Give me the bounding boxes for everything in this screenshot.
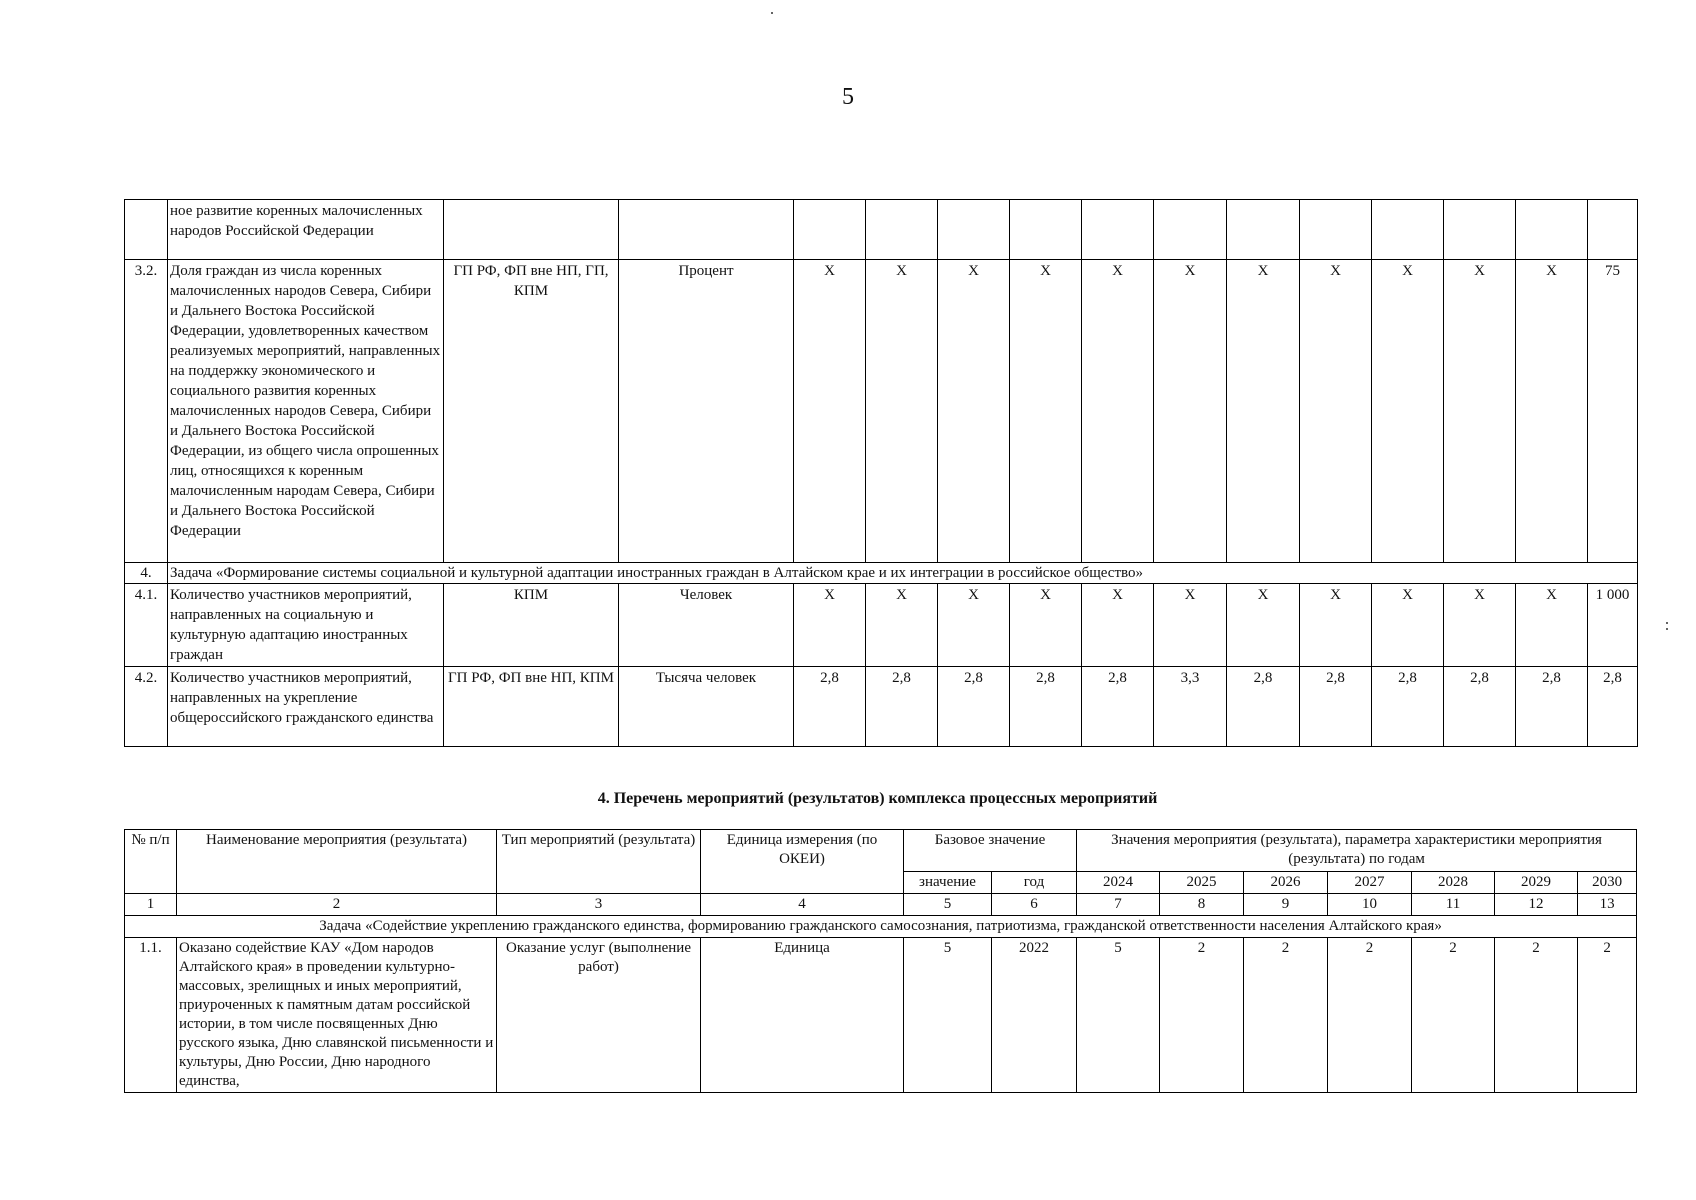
indicator-name-continuation: ное развитие коренных малочисленных народов Российской Федерации bbox=[168, 200, 444, 260]
header-year: 2029 bbox=[1495, 872, 1578, 894]
scan-speck bbox=[1666, 628, 1668, 630]
column-number: 1 bbox=[125, 894, 177, 916]
column-number: 11 bbox=[1412, 894, 1495, 916]
header-base: Базовое значение bbox=[904, 830, 1077, 872]
indicator-value: 75 bbox=[1588, 260, 1638, 563]
indicator-value: X bbox=[1516, 584, 1588, 667]
task-row bbox=[125, 563, 1638, 584]
indicator-value: X bbox=[1154, 584, 1227, 667]
indicator-source: КПМ bbox=[444, 584, 619, 667]
table-row bbox=[125, 584, 1638, 667]
column-number: 5 bbox=[904, 894, 992, 916]
base-year: 2022 bbox=[992, 938, 1077, 1093]
header-number: № п/п bbox=[125, 830, 177, 894]
header-name: Наименование мероприятия (результата) bbox=[177, 830, 497, 894]
column-number: 2 bbox=[177, 894, 497, 916]
table-row bbox=[125, 200, 1638, 260]
year-value: 2 bbox=[1328, 938, 1412, 1093]
indicator-value: X bbox=[1372, 260, 1444, 563]
measure-name: Оказано содействие КАУ «Дом народов Алтайского края» в проведении культурно-массовых, зрелищных и иных мероприятий, приуроченных к памятным датам российской истории, в том числе посвященных Дню русского языка, Дню славянской письменности и культуры, Дню России, Дню народного единства, bbox=[177, 938, 497, 1093]
indicator-value: X bbox=[1444, 260, 1516, 563]
task-title: Задача «Содействие укреплению гражданского единства, формированию гражданского самосознания, патриотизма, гражданской ответственности населения Алтайского края» bbox=[125, 916, 1637, 938]
indicator-value: X bbox=[1444, 584, 1516, 667]
row-number: 4.1. bbox=[125, 584, 168, 667]
table-row bbox=[125, 667, 1638, 747]
indicator-name: Количество участников мероприятий, направленных на укрепление общероссийского гражданского единства bbox=[168, 667, 444, 747]
row-number: 3.2. bbox=[125, 260, 168, 563]
header-year: 2024 bbox=[1077, 872, 1160, 894]
indicator-name: Количество участников мероприятий, направленных на социальную и культурную адаптацию иностранных граждан bbox=[168, 584, 444, 667]
indicator-value: 3,3 bbox=[1154, 667, 1227, 747]
task-title: Задача «Формирование системы социальной и культурной адаптации иностранных граждан в Алтайском крае и их интеграции в российское общество» bbox=[168, 563, 1638, 584]
column-number: 12 bbox=[1495, 894, 1578, 916]
base-value: 5 bbox=[904, 938, 992, 1093]
scan-speck bbox=[771, 12, 773, 14]
header-base-year: год bbox=[992, 872, 1077, 894]
indicator-value: X bbox=[1372, 584, 1444, 667]
column-number: 4 bbox=[701, 894, 904, 916]
header-values-group: Значения мероприятия (результата), параметра характеристики мероприятия (результата) по годам bbox=[1077, 830, 1637, 872]
indicator-value: 2,8 bbox=[1300, 667, 1372, 747]
indicator-value: X bbox=[866, 584, 938, 667]
indicator-value: 2,8 bbox=[866, 667, 938, 747]
row-number: 1.1. bbox=[125, 938, 177, 1093]
column-number: 9 bbox=[1244, 894, 1328, 916]
indicator-value: 2,8 bbox=[1372, 667, 1444, 747]
indicator-name: Доля граждан из числа коренных малочисленных народов Севера, Сибири и Дальнего Востока Российской Федерации, удовлетворенных качеством реализуемых мероприятий, направленных на поддержку экономического и социального развития коренных малочисленных народов Севера, Сибири и Дальнего Востока Российской Федерации, из общего числа опрошенных лиц, относящихся к коренным малочисленным народам Севера, Сибири и Дальнего Востока Российской Федерации bbox=[168, 260, 444, 563]
indicator-value: 2,8 bbox=[1444, 667, 1516, 747]
indicator-value: X bbox=[1010, 584, 1082, 667]
indicator-value: 2,8 bbox=[1588, 667, 1638, 747]
measure-unit: Единица bbox=[701, 938, 904, 1093]
column-number: 3 bbox=[497, 894, 701, 916]
table-row bbox=[125, 938, 1637, 1093]
indicator-value: X bbox=[794, 584, 866, 667]
indicator-value: 2,8 bbox=[1227, 667, 1300, 747]
indicator-value: X bbox=[1227, 584, 1300, 667]
indicator-value: X bbox=[938, 260, 1010, 563]
indicator-value: X bbox=[1082, 584, 1154, 667]
indicator-value: X bbox=[1300, 260, 1372, 563]
indicator-value: 2,8 bbox=[1010, 667, 1082, 747]
column-number: 7 bbox=[1077, 894, 1160, 916]
indicator-value: X bbox=[1227, 260, 1300, 563]
header-year: 2025 bbox=[1160, 872, 1244, 894]
indicator-source: ГП РФ, ФП вне НП, КПМ bbox=[444, 667, 619, 747]
header-year: 2027 bbox=[1328, 872, 1412, 894]
header-year: 2030 bbox=[1578, 872, 1637, 894]
indicator-value: 2,8 bbox=[1516, 667, 1588, 747]
indicator-value: X bbox=[938, 584, 1010, 667]
year-value: 2 bbox=[1412, 938, 1495, 1093]
header-year: 2028 bbox=[1412, 872, 1495, 894]
indicator-value: X bbox=[794, 260, 866, 563]
header-row bbox=[125, 830, 1637, 872]
indicator-unit: Тысяча человек bbox=[619, 667, 794, 747]
year-value: 2 bbox=[1578, 938, 1637, 1093]
year-value: 2 bbox=[1160, 938, 1244, 1093]
column-number: 10 bbox=[1328, 894, 1412, 916]
task-row bbox=[125, 916, 1637, 938]
year-value: 2 bbox=[1244, 938, 1328, 1093]
column-number: 13 bbox=[1578, 894, 1637, 916]
indicator-value: 1 000 bbox=[1588, 584, 1638, 667]
table-row bbox=[125, 260, 1638, 563]
year-value: 2 bbox=[1495, 938, 1578, 1093]
header-base-value: значение bbox=[904, 872, 992, 894]
year-value: 5 bbox=[1077, 938, 1160, 1093]
column-number: 8 bbox=[1160, 894, 1244, 916]
indicator-value: X bbox=[1154, 260, 1227, 563]
indicator-value: X bbox=[1516, 260, 1588, 563]
indicators-table bbox=[124, 199, 1638, 747]
scan-speck bbox=[1666, 622, 1668, 624]
header-type: Тип мероприятий (результата) bbox=[497, 830, 701, 894]
section-title: 4. Перечень мероприятий (результатов) комплекса процессных мероприятий bbox=[597, 790, 1158, 807]
header-unit: Единица измерения (по ОКЕИ) bbox=[701, 830, 904, 894]
indicator-value: 2,8 bbox=[794, 667, 866, 747]
indicator-value: X bbox=[866, 260, 938, 563]
measures-table bbox=[124, 829, 1637, 1093]
indicator-value: 2,8 bbox=[938, 667, 1010, 747]
header-year: 2026 bbox=[1244, 872, 1328, 894]
indicator-value: 2,8 bbox=[1082, 667, 1154, 747]
page-number: 5 bbox=[842, 84, 854, 110]
indicator-value: X bbox=[1300, 584, 1372, 667]
indicator-source: ГП РФ, ФП вне НП, ГП, КПМ bbox=[444, 260, 619, 563]
indicator-unit: Процент bbox=[619, 260, 794, 563]
row-number: 4.2. bbox=[125, 667, 168, 747]
column-number: 6 bbox=[992, 894, 1077, 916]
indicator-value: X bbox=[1082, 260, 1154, 563]
measure-type: Оказание услуг (выполнение работ) bbox=[497, 938, 701, 1093]
indicator-unit: Человек bbox=[619, 584, 794, 667]
column-number-row bbox=[125, 894, 1637, 916]
row-number: 4. bbox=[125, 563, 168, 584]
indicator-value: X bbox=[1010, 260, 1082, 563]
